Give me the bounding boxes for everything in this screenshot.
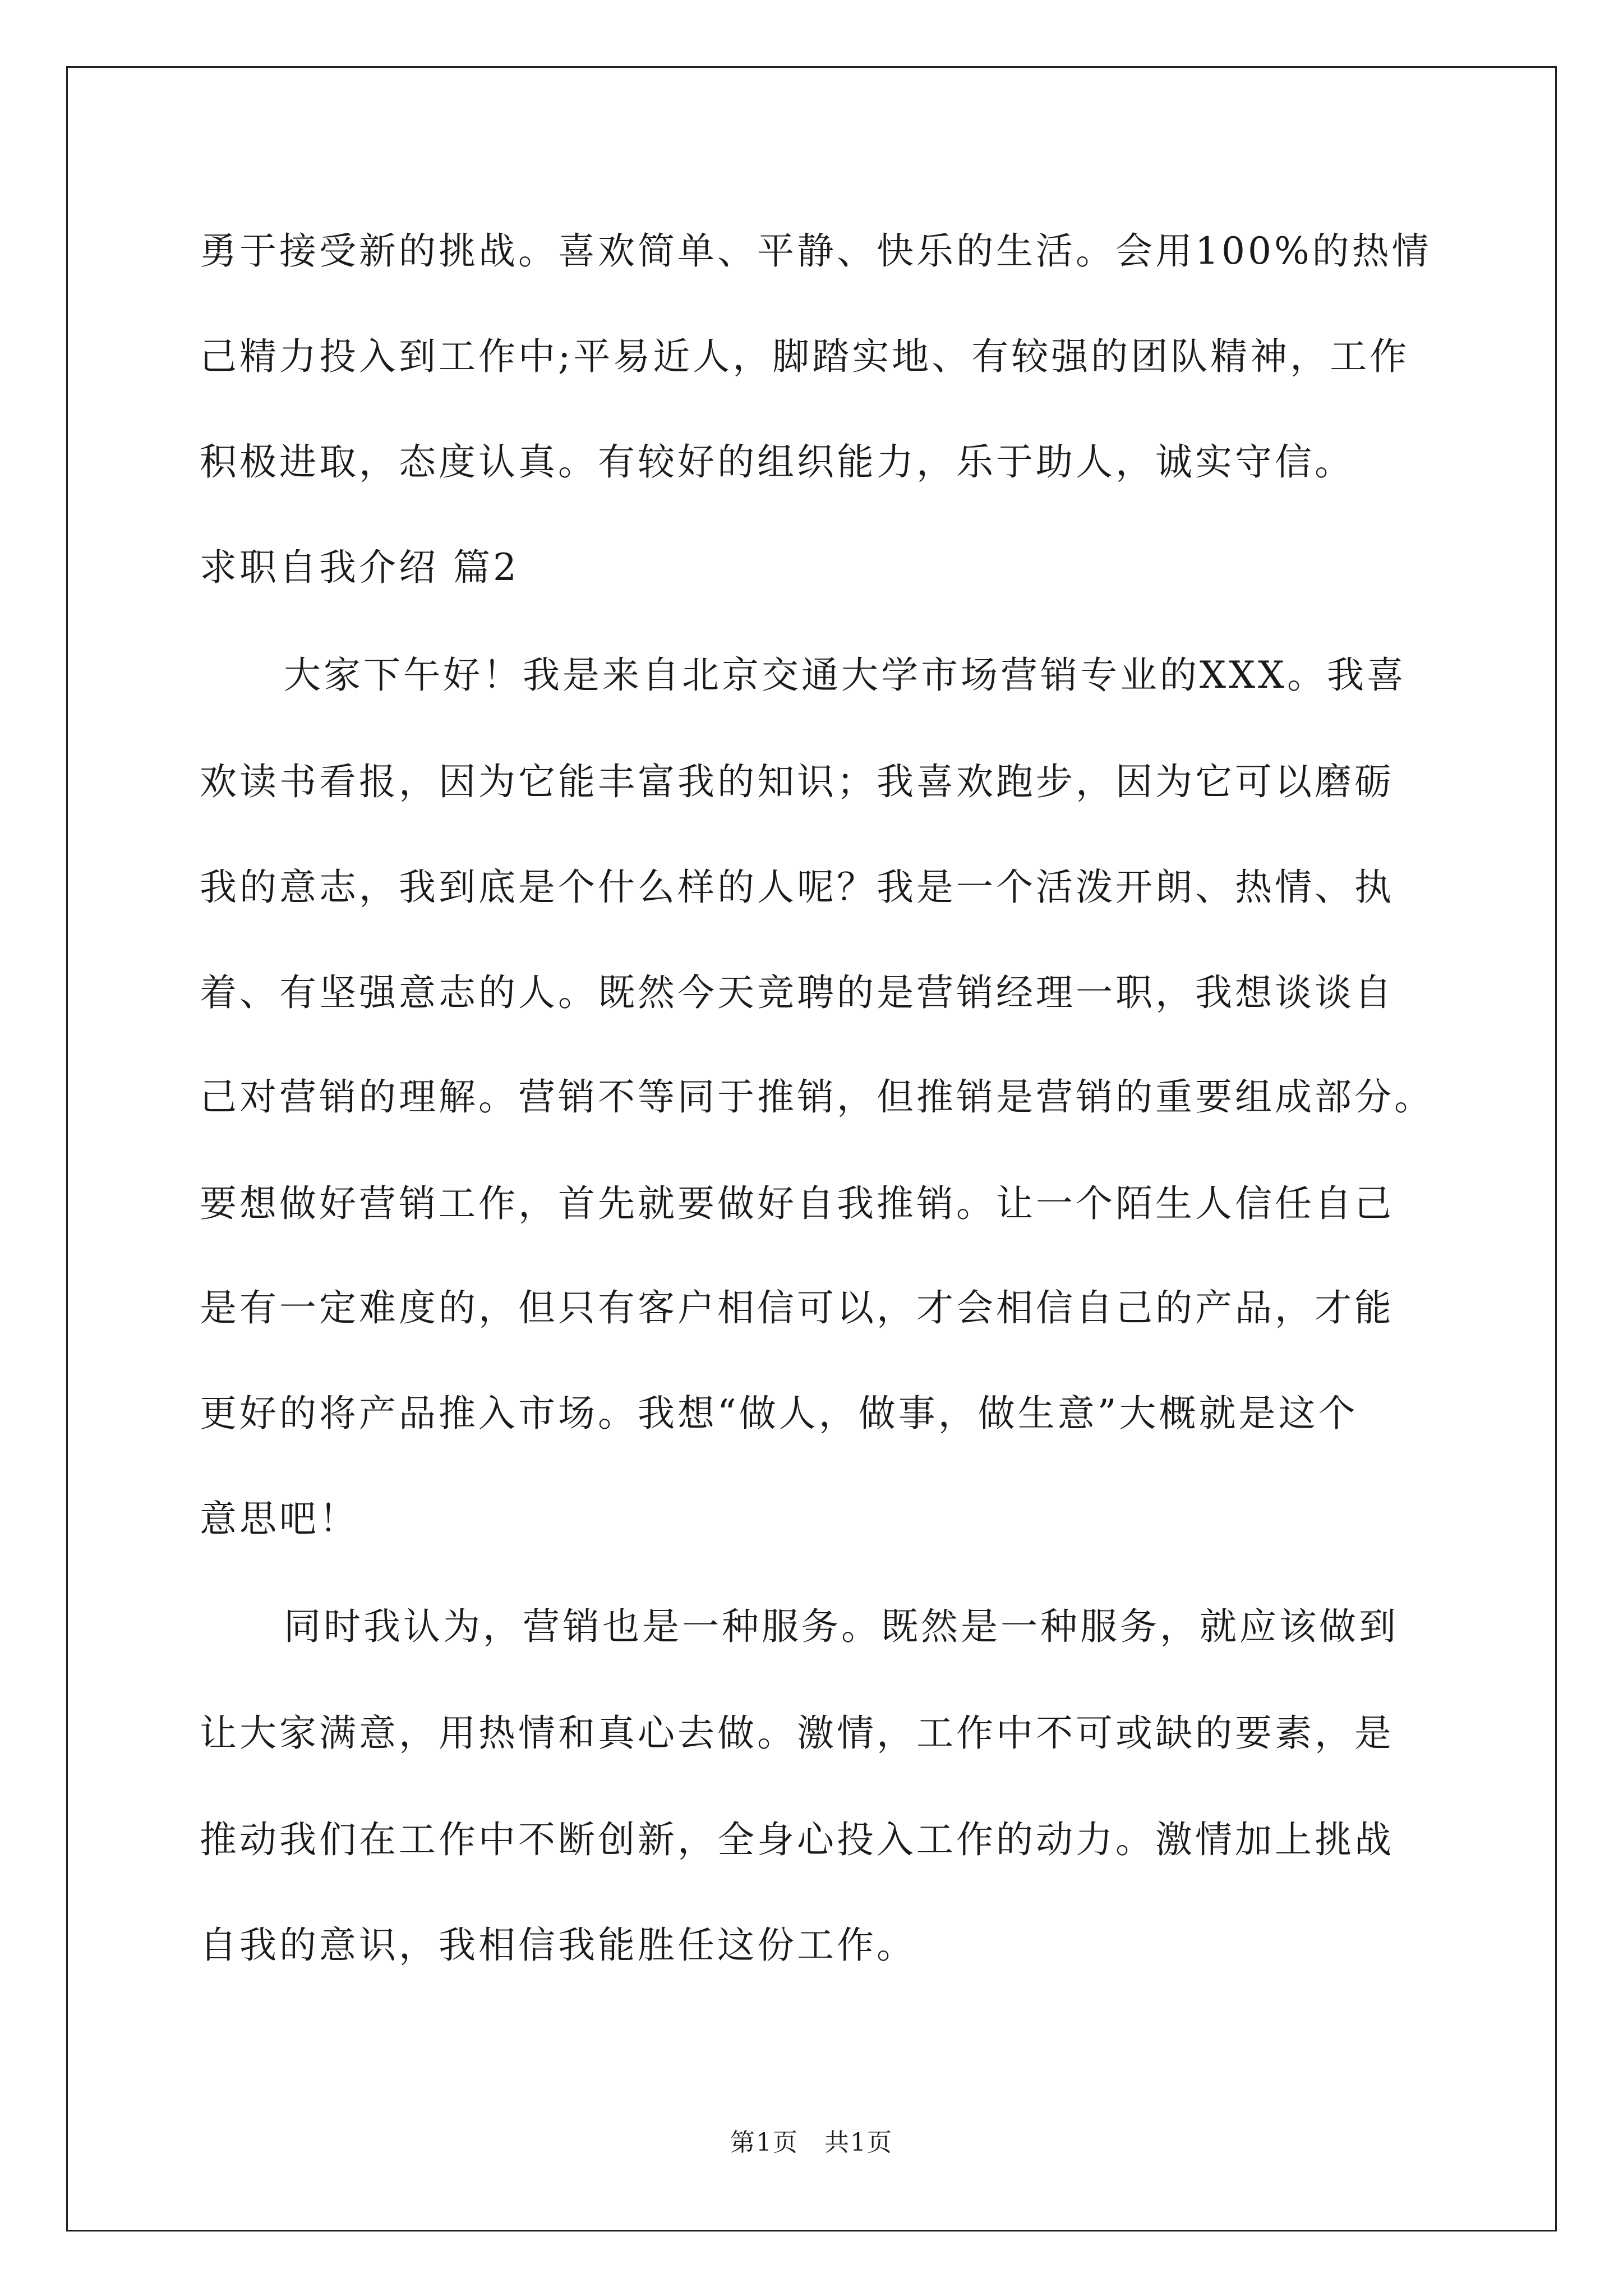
body-line-6: 欢读书看报，因为它能丰富我的知识；我喜欢跑步，因为它可以磨砺 — [200, 760, 1394, 803]
body-line-7: 我的意志，我到底是个什么样的人呢？我是一个活泼开朗、热情、执 — [200, 866, 1394, 909]
body-line-8: 着、有坚强意志的人。既然今天竞聘的是营销经理一职，我想谈谈自 — [200, 971, 1394, 1014]
section-heading: 求职自我介绍 篇2 — [200, 546, 519, 589]
body-line-2: 己精力投入到工作中;平易近人，脚踏实地、有较强的团队精神，工作 — [200, 335, 1410, 378]
body-line-5: 大家下午好！我是来自北京交通大学市场营销专业的XXX。我喜 — [284, 654, 1407, 697]
body-line-10: 要想做好营销工作，首先就要做好自我推销。让一个陌生人信任自己 — [200, 1182, 1394, 1225]
body-line-1: 勇于接受新的挑战。喜欢简单、平静、快乐的生活。会用100%的热情 — [200, 229, 1432, 273]
body-line-11: 是有一定难度的，但只有客户相信可以，才会相信自己的产品，才能 — [200, 1286, 1394, 1329]
body-line-15: 让大家满意，用热情和真心去做。激情，工作中不可或缺的要素，是 — [200, 1711, 1394, 1755]
body-line-16: 推动我们在工作中不断创新，全身心投入工作的动力。激情加上挑战 — [200, 1818, 1394, 1861]
body-line-3: 积极进取，态度认真。有较好的组织能力，乐于助人，诚实守信。 — [200, 440, 1354, 484]
page-footer: 第1页 共1页 — [730, 2128, 893, 2157]
body-line-9: 己对营销的理解。营销不等同于推销，但推销是营销的重要组成部分。 — [200, 1075, 1434, 1119]
body-line-17: 自我的意识，我相信我能胜任这份工作。 — [200, 1924, 916, 1967]
body-line-14: 同时我认为，营销也是一种服务。既然是一种服务，就应该做到 — [284, 1605, 1399, 1648]
body-line-12: 更好的将产品推入市场。我想“做人，做事，做生意”大概就是这个 — [200, 1392, 1358, 1435]
body-line-13: 意思吧！ — [200, 1497, 359, 1540]
page-border — [66, 66, 1557, 2231]
